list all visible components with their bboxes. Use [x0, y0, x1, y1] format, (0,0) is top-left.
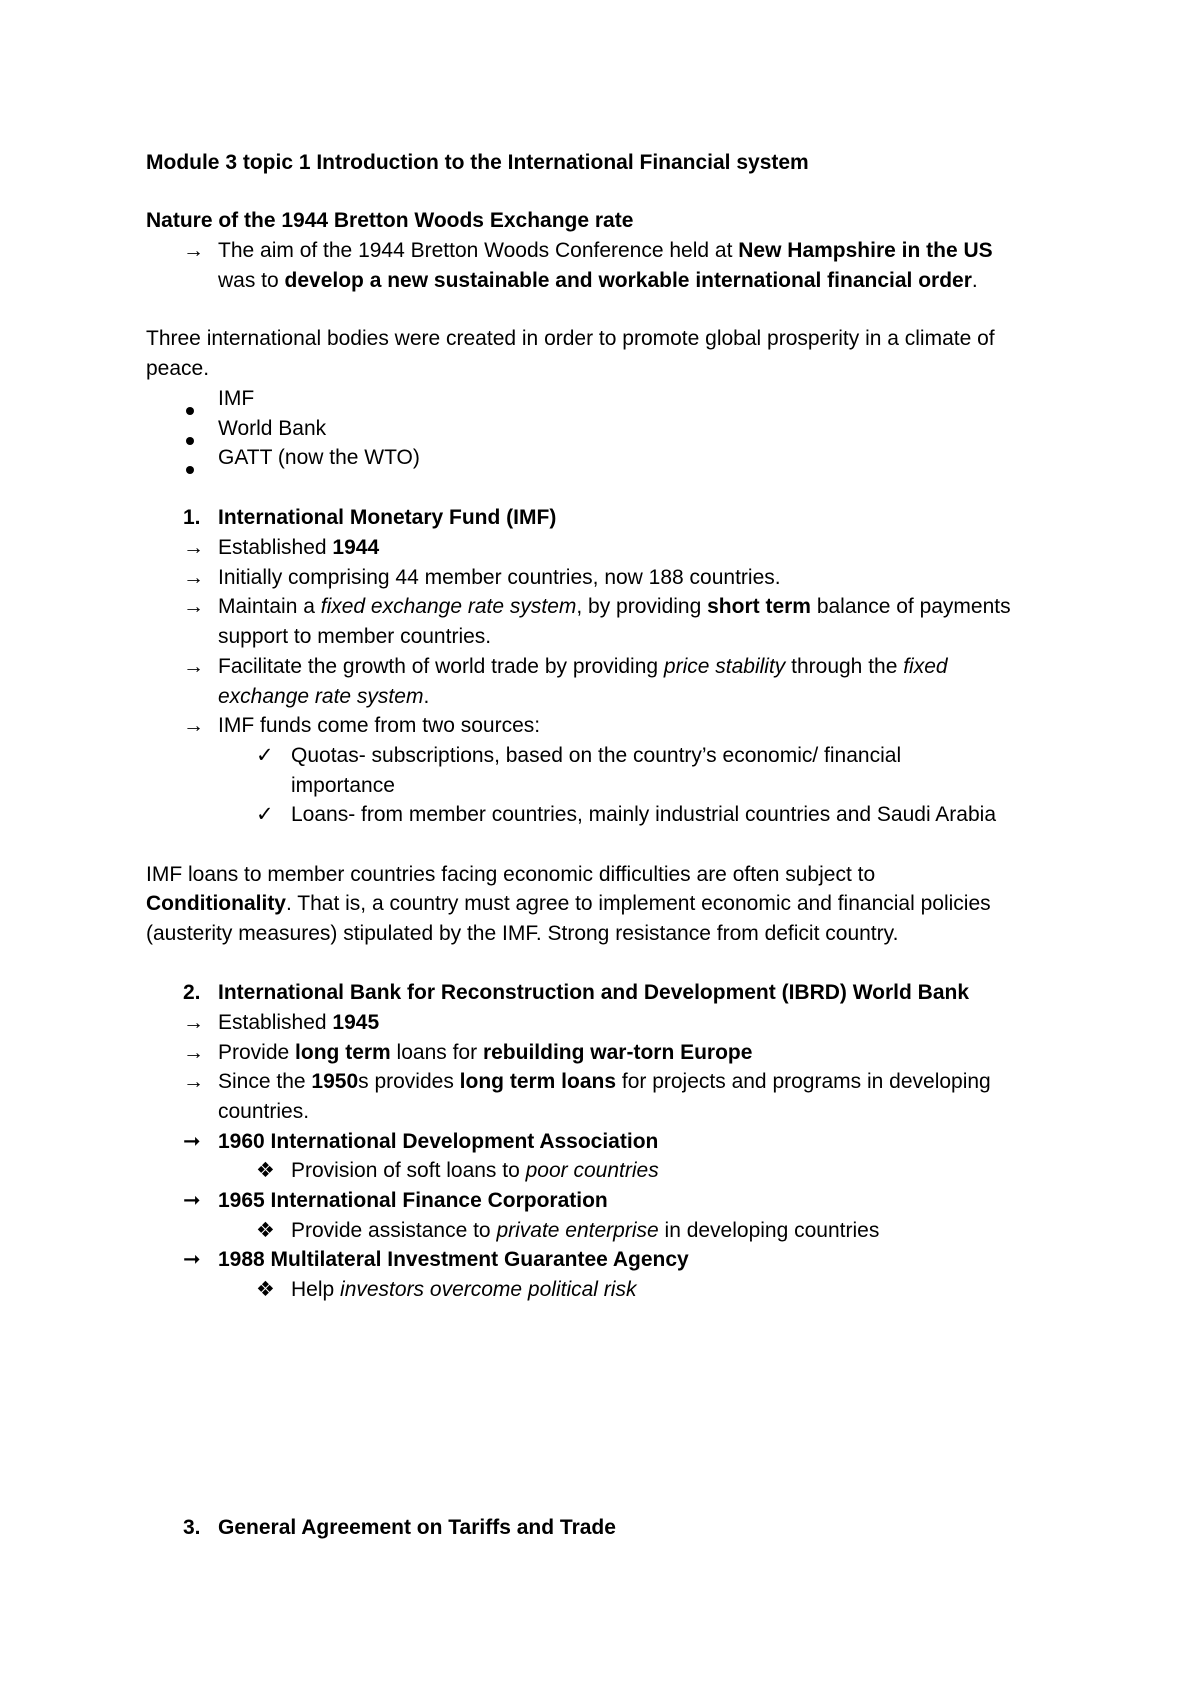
text-run-bold: New Hampshire in the US	[738, 239, 993, 262]
ibrd-ifc: 1965 International Finance Corporation	[218, 1189, 608, 1212]
bodies-intro-line2: peace.	[146, 357, 210, 380]
diamond-icon: ❖	[256, 1219, 275, 1242]
text-run: The aim of the 1944 Bretton Woods Conference held at	[218, 239, 739, 262]
bw-aim-line1	[218, 236, 993, 266]
text-run-bold: 1944	[332, 536, 380, 559]
arrow-icon: →	[183, 1011, 204, 1034]
bullet-icon	[186, 394, 194, 424]
conditionality-line1: IMF loans to member countries facing economic difficulties are often subject to	[146, 863, 876, 886]
arrow-icon: →	[183, 1070, 204, 1093]
imf-loans: Loans- from member countries, mainly industrial countries and Saudi Arabia	[291, 803, 997, 826]
imf-members: Initially comprising 44 member countries, now 188 countries.	[218, 566, 781, 589]
text-run: Since the	[218, 1070, 312, 1093]
ibrd-since-line2: countries.	[218, 1100, 310, 1123]
arrow-icon: →	[183, 1041, 204, 1064]
text-run-bold: long term	[295, 1041, 391, 1064]
bodies-item-gatt: GATT (now the WTO)	[218, 446, 420, 469]
imf-established	[218, 533, 379, 563]
ibrd-heading: International Bank for Reconstruction and Development (IBRD) World Bank	[218, 981, 970, 1004]
check-icon: ✓	[256, 744, 274, 767]
conditionality-line3: (austerity measures) stipulated by the IMF. Strong resistance from deficit country.	[146, 922, 899, 945]
text-run: Maintain a	[218, 595, 321, 618]
imf-maintain-line2: support to member countries.	[218, 625, 492, 648]
bretton-woods-heading: Nature of the 1944 Bretton Woods Exchange rate	[146, 209, 634, 232]
ibrd-provide	[218, 1038, 752, 1068]
arrow-icon: →	[183, 655, 204, 678]
ibrd-miga: 1988 Multilateral Investment Guarantee Agency	[218, 1248, 689, 1271]
list-number: 2.	[183, 981, 201, 1004]
imf-heading: International Monetary Fund (IMF)	[218, 506, 557, 529]
text-run: Help	[291, 1278, 341, 1301]
imf-facilitate-line2	[218, 682, 429, 712]
text-run: through the	[785, 655, 904, 678]
imf-funds: IMF funds come from two sources:	[218, 714, 541, 737]
text-run: Provide	[218, 1041, 296, 1064]
text-run: balance of payments	[810, 595, 1011, 618]
text-run: , by providing	[576, 595, 708, 618]
text-run-italic: fixed	[903, 655, 948, 678]
text-run: Provide assistance to	[291, 1219, 497, 1242]
text-run-bold: develop a new sustainable and workable international financial order	[284, 269, 972, 292]
text-run-bold: Conditionality	[146, 892, 286, 915]
imf-quotas-line1: Quotas- subscriptions, based on the country’s economic/ financial	[291, 744, 902, 767]
text-run: loans for	[390, 1041, 483, 1064]
text-run: for projects and programs in developing	[616, 1070, 991, 1093]
imf-quotas-line2: importance	[291, 774, 395, 797]
imf-facilitate-line1	[218, 652, 948, 682]
diamond-icon: ❖	[256, 1278, 275, 1301]
text-run: was to	[218, 269, 285, 292]
ibrd-ida-sub	[291, 1156, 659, 1186]
text-run-italic: poor countries	[525, 1159, 659, 1182]
text-run: Established	[218, 536, 333, 559]
document-title: Module 3 topic 1 Introduction to the International Financial system	[146, 151, 809, 174]
imf-maintain-line1	[218, 592, 1011, 622]
bodies-intro-line1: Three international bodies were created in order to promote global prosperity in a climate of	[146, 327, 995, 350]
bold-arrow-icon: ➞	[183, 1130, 201, 1153]
arrow-icon: →	[183, 714, 204, 737]
arrow-icon: →	[183, 566, 204, 589]
diamond-icon: ❖	[256, 1159, 275, 1182]
text-run: .	[423, 685, 430, 708]
text-run: s provides	[358, 1070, 460, 1093]
gatt-heading: General Agreement on Tariffs and Trade	[218, 1516, 616, 1539]
list-number: 1.	[183, 506, 201, 529]
text-run-italic: investors overcome political risk	[340, 1278, 637, 1301]
bw-aim-line2	[218, 266, 978, 296]
bold-arrow-icon: ➞	[183, 1189, 201, 1212]
text-run-bold: 1950	[311, 1070, 359, 1093]
text-run: Established	[218, 1011, 333, 1034]
text-run-bold: short term	[707, 595, 811, 618]
arrow-icon: →	[183, 536, 204, 559]
ibrd-ifc-sub	[291, 1216, 879, 1246]
text-run: Provision of soft loans to	[291, 1159, 526, 1182]
text-run-italic: exchange rate system	[218, 685, 424, 708]
bullet-icon	[186, 424, 194, 454]
arrow-icon: →	[183, 239, 204, 262]
text-run-bold: long term loans	[459, 1070, 617, 1093]
ibrd-miga-sub	[291, 1275, 636, 1305]
arrow-icon: →	[183, 595, 204, 618]
bold-arrow-icon: ➞	[183, 1248, 201, 1271]
ibrd-established	[218, 1008, 379, 1038]
text-run: Facilitate the growth of world trade by providing	[218, 655, 664, 678]
conditionality-line2	[146, 889, 991, 919]
text-run: .	[971, 269, 978, 292]
ibrd-since-line1	[218, 1067, 991, 1097]
ibrd-ida: 1960 International Development Association	[218, 1130, 659, 1153]
text-run-italic: price stability	[663, 655, 786, 678]
text-run-italic: fixed exchange rate system	[320, 595, 577, 618]
list-number: 3.	[183, 1516, 201, 1539]
bodies-item-imf: IMF	[218, 387, 255, 410]
check-icon: ✓	[256, 803, 274, 826]
text-run-italic: private enterprise	[496, 1219, 659, 1242]
bullet-icon	[186, 453, 194, 483]
text-run: in developing countries	[658, 1219, 880, 1242]
bodies-item-world-bank: World Bank	[218, 417, 327, 440]
text-run: . That is, a country must agree to implement economic and financial policies	[286, 892, 991, 915]
text-run-bold: rebuilding war-torn Europe	[482, 1041, 753, 1064]
text-run-bold: 1945	[332, 1011, 380, 1034]
